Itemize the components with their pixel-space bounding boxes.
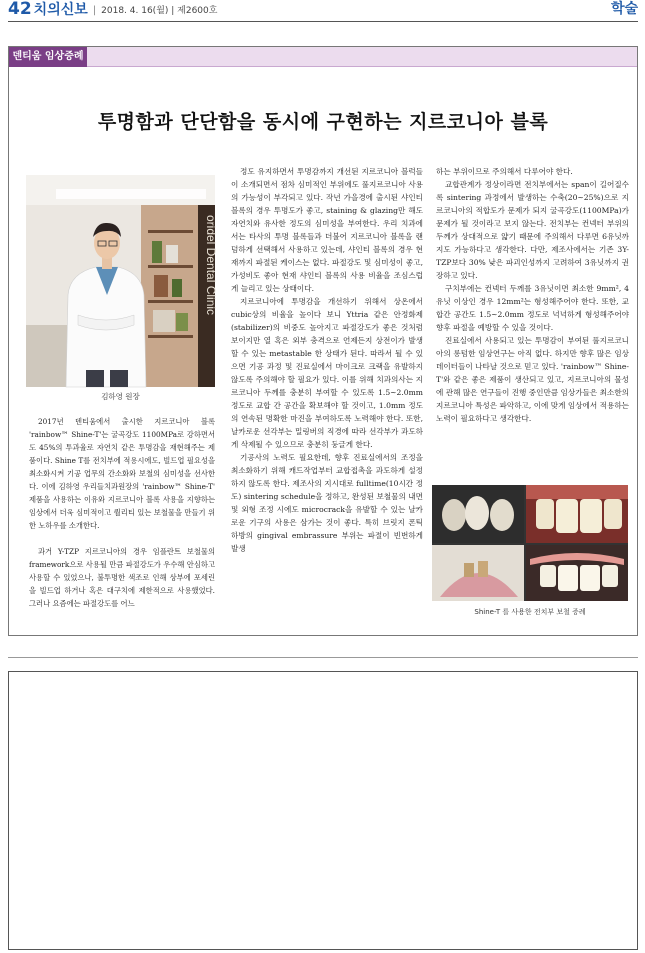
author-photo-caption: 김하영 원장 (101, 392, 140, 401)
clinical-case-photo-illustration (432, 485, 628, 601)
paragraph: 과거 Y-TZP 지르코니아의 경우 임플란트 보철물의 framework으로 사용될 만큼 파절강도가 우수해 안심하고 사용할 수 있었으나, 불투명한 색조로 인해 상부에 포세린을 빌드업 하거나 혹은 대구치에 제한적으로 사용했었다. 그러나 요즘에는 파절강도를 어느 (29, 547, 215, 608)
author-photo (26, 175, 218, 387)
clinical-case-caption: Shine-T 를 사용한 전치부 보철 증례 (474, 608, 586, 616)
article-column-1 (29, 415, 215, 610)
article-column-3 (436, 165, 629, 425)
divider (8, 657, 638, 658)
page-number: 42 (8, 0, 32, 19)
paragraph: 교합관계가 정상이라면 전치부에서는 span이 길어질수록 sintering 과정에서 발생하는 수축(20~25%)으로 지르코니아의 적합도가 문제가 되지 굴곡강도(1100MPa)가 문제가 될 것이라고 보지 않는다. 전치부는 컨넥터 부위의 두께가 상대적으로 얇기 때문에 주의해서 다루면 6유닛까지도 가능하다고 생각한다. 다만, 제조사에서는 기존 3Y-TZP보다 30% 낮은 파괴인성까지 고려하여 3유닛까지 권장하고 있다. (436, 180, 629, 280)
ad-placeholder-box (8, 671, 638, 950)
paper-name: 치의신보 (33, 2, 88, 18)
category-bar (9, 47, 637, 67)
category-label: 덴티움 임상증례 (9, 47, 87, 67)
paragraph: 지르코니아에 투명감을 개선하기 위해서 상온에서 cubic상의 비율을 높이다 보니 Yttria 같은 안정화제(stabilizer)의 비중도 높아지고 파절강도가 좋은 것처럼 보이지만 열 혹은 외부 충격으로 언제든지 상전이가 발생할 수 있는 metastable 한 상태가 된다. 따라서 될 수 있으면 기공 과정 및 진료실에서 마이크로 크랙을 유발하지 않도록 주의해야 할 필요가 있다. 이를 위해 치과의사는 지르코니아 두께를 충분히 부여할 수 있도록 1.5~2.0mm 정도로 교합 간 공간을 확보해야 할 것이고, 1.0mm 정도의 연속된 명확한 마진을 부여하도록 노력해야 한다. 또한, 날카로운 선각부는 밀링버의 직경에 따라 선각부가 과도하게 삭제될 수 있으므로 충분히 둥글게 한다. (231, 297, 423, 449)
issue-info: 2018. 4. 16(월) | 제2600호 (101, 6, 218, 16)
clinical-case-photo (432, 485, 628, 601)
paragraph: 하는 부위이므로 주의해서 다루어야 한다. (436, 167, 573, 176)
section-label: 학술 (610, 1, 638, 17)
paragraph: 진료실에서 사용되고 있는 투명감이 부여된 풀지르코니아의 롱텀한 임상연구는 아직 없다. 하지만 향후 많은 임상 데이터들이 나타날 것으로 믿고 있다. 'rainbow™ Shine-T'와 같은 좋은 제품이 생산되고 있고, 지르코니아의 물성에 관해 많은 연구들이 진행 중인만큼 임상가들은 최소한의 지르코니아 특성은 파악하고, 이에 맞게 임상에서 적용하는 노력이 필요하다고 생각한다. (436, 336, 629, 423)
headline: 투명함과 단단함을 동시에 구현하는 지르코니아 블록 (97, 111, 549, 133)
paragraph: 정도 유지하면서 투명감까지 개선된 지르코니아 블럭들이 소개되면서 점차 심미적인 부위에도 풀지르코니아 사용의 가능성이 부각되고 있다. 작년 가을경에 출시된 샤인티 블록의 경우 투명도가 좋고, staining & glazing만 해도 자연치와 유사한 정도의 심미성을 부여한다. 우리 치과에서는 타사의 투명 블록들과 더불어 지르코니아 블록을 랜덤하게 선택해서 사용하고 있는데, 샤인티 블록의 경우 현재까지 파절된 케이스는 없다. 파절강도 및 심미성이 좋고, 가성비도 좋아 현재 샤인티 블록의 사용 비율을 조심스럽게 늘리고 있는 상태이다. (231, 167, 423, 293)
clinic-sign-text: oridel Dental Clinic (204, 215, 218, 316)
paragraph: 2017년 덴티움에서 출시한 지르코니아 블록 'rainbow™ Shine-T'는 굴곡강도 1100MPa로 강하면서도 45%의 투과율로 자연치 같은 투명감을 재현해주는 제품이다. Shine T를 전치부에 적용시에도, 빌드업 필요성을 최소화시켜 기공 업무의 간소화와 보철의 심미성을 선사한다. 이에 김하영 우리들치과원장의 'rainbow™ Shine-T' 제품을 사용하는 이유와 지르코니아 블록 사용을 지향하는 임상에서 더욱 심미적이고 퀄리티 있는 보철물을 만들기 위한 노하우를 소개한다. (29, 417, 215, 530)
article (8, 46, 638, 636)
masthead-separator: | (92, 5, 97, 16)
paragraph: 기공사의 노력도 필요한데, 향후 진료실에서의 조정을 최소화하기 위해 캐드작업부터 교합접촉을 과도하게 설정하지 않도록 한다. 제조사의 지시대로 fulltime(10시간 정도) sintering schedule을 정하고, 완성된 보철물의 내면 및 외형 조정 시에도 microcrack을 유발할 수 있는 날카로운 기구의 사용은 삼가는 것이 좋다. 특히 브릿지 폰틱 하방의 gingival embrassure 부위는 파절이 빈번하게 발생 (231, 453, 423, 553)
masthead (8, 0, 638, 22)
author-photo-illustration (26, 175, 218, 387)
paragraph: 구치부에는 컨넥터 두께를 3유닛이면 최소한 9mm², 4유닛 이상인 경우 12mm²는 형성해주어야 한다. 또한, 교합간 공간도 1.5~2.0mm 정도로 넉넉하게 형성해주어야 향후 파절을 예방할 수 있을 것이다. (436, 284, 629, 332)
article-column-2 (231, 165, 423, 555)
